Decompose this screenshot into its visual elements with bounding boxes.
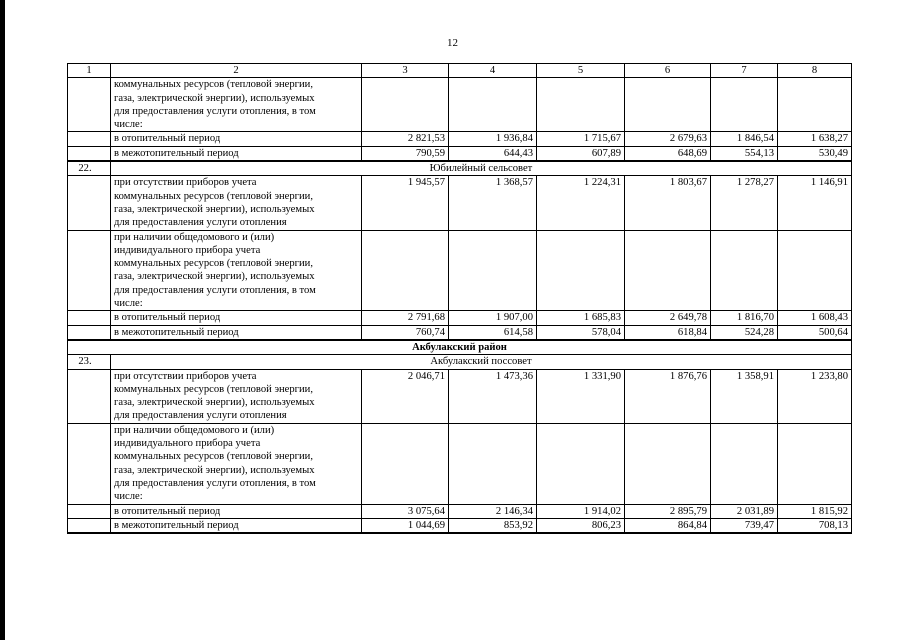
- value-cell: 1 945,57: [362, 176, 449, 230]
- value-cell: 2 046,71: [362, 369, 449, 423]
- value-cell: 864,84: [625, 518, 711, 533]
- description-cell: [111, 369, 362, 423]
- description-cell: [111, 423, 362, 504]
- value-cell: 3 075,64: [362, 504, 449, 518]
- value-cell: 1 815,92: [778, 504, 852, 518]
- value-cell: 1 907,00: [449, 311, 537, 325]
- value-cell: 2 146,34: [449, 504, 537, 518]
- district-row: [68, 340, 852, 355]
- value-cell: 1 715,67: [537, 132, 625, 146]
- section-number: 22.: [68, 161, 111, 176]
- table-row: [68, 369, 852, 423]
- text-line: коммунальных ресурсов (тепловой энергии,: [114, 383, 313, 395]
- value-cell: 1 816,70: [711, 311, 778, 325]
- text-line: газа, электрической энергии), используемых: [114, 397, 315, 409]
- text-line: индивидуального прибора учета: [114, 438, 261, 450]
- value-cell: 739,47: [711, 518, 778, 533]
- table-row: [68, 146, 852, 161]
- table-row: [68, 176, 852, 230]
- table-row: [68, 311, 852, 325]
- value-cell: 1 368,57: [449, 176, 537, 230]
- table-row: [68, 325, 852, 340]
- header-cell: 7: [711, 64, 778, 78]
- value-cell: 2 649,78: [625, 311, 711, 325]
- value-cell: 2 679,63: [625, 132, 711, 146]
- value-cell: 853,92: [449, 518, 537, 533]
- value-cell: 644,43: [449, 146, 537, 161]
- value-cell: 1 803,67: [625, 176, 711, 230]
- value-cell: 1 876,76: [625, 369, 711, 423]
- value-cell: 1 638,27: [778, 132, 852, 146]
- table-row: [68, 423, 852, 504]
- table-row: [68, 78, 852, 132]
- text-line: для предоставления услуги отопления, в том: [114, 477, 316, 489]
- text-line: коммунальных ресурсов (тепловой энергии,: [114, 451, 313, 463]
- description-cell: [111, 78, 362, 132]
- text-line: числе:: [114, 119, 143, 131]
- row-label: в межотопительный период: [111, 325, 362, 340]
- value-cell: 530,49: [778, 146, 852, 161]
- text-line: числе:: [114, 491, 143, 503]
- row-label: в межотопительный период: [111, 146, 362, 161]
- value-cell: 2 821,53: [362, 132, 449, 146]
- value-cell: 524,28: [711, 325, 778, 340]
- value-cell: 1 608,43: [778, 311, 852, 325]
- text-line: для предоставления услуги отопления: [114, 217, 287, 229]
- value-cell: 1 044,69: [362, 518, 449, 533]
- row-label: в межотопительный период: [111, 518, 362, 533]
- row-label: в отопительный период: [111, 311, 362, 325]
- value-cell: 1 685,83: [537, 311, 625, 325]
- tariff-table: [67, 63, 852, 534]
- value-cell: 806,23: [537, 518, 625, 533]
- text-line: при отсутствии приборов учета: [114, 370, 257, 382]
- header-cell: 1: [68, 64, 111, 78]
- text-line: коммунальных ресурсов (тепловой энергии,: [114, 190, 313, 202]
- value-cell: 1 358,91: [711, 369, 778, 423]
- value-cell: 578,04: [537, 325, 625, 340]
- table-row: [68, 132, 852, 146]
- value-cell: 708,13: [778, 518, 852, 533]
- description-cell: [111, 230, 362, 311]
- text-line: для предоставления услуги отопления: [114, 410, 287, 422]
- section-title: Юбилейный сельсовет: [111, 161, 852, 176]
- section-title: Акбулакский поссовет: [111, 355, 852, 369]
- text-line: газа, электрической энергии), используемых: [114, 464, 315, 476]
- header-cell: 2: [111, 64, 362, 78]
- table-row: [68, 504, 852, 518]
- text-line: коммунальных ресурсов (тепловой энергии,: [114, 79, 313, 91]
- header-cell: 4: [449, 64, 537, 78]
- text-line: числе:: [114, 298, 143, 310]
- text-line: индивидуального прибора учета: [114, 244, 261, 256]
- section-row: [68, 355, 852, 369]
- value-cell: 554,13: [711, 146, 778, 161]
- header-cell: 6: [625, 64, 711, 78]
- value-cell: 648,69: [625, 146, 711, 161]
- value-cell: 500,64: [778, 325, 852, 340]
- section-number: 23.: [68, 355, 111, 369]
- text-line: газа, электрической энергии), используемых: [114, 271, 315, 283]
- row-label: в отопительный период: [111, 132, 362, 146]
- value-cell: 1 233,80: [778, 369, 852, 423]
- text-line: при наличии общедомового и (или): [114, 424, 275, 436]
- table-row: [68, 518, 852, 533]
- table-row: [68, 230, 852, 311]
- header-cell: 8: [778, 64, 852, 78]
- description-cell: [111, 176, 362, 230]
- value-cell: 1 278,27: [711, 176, 778, 230]
- header-cell: 5: [537, 64, 625, 78]
- row-label: в отопительный период: [111, 504, 362, 518]
- text-line: коммунальных ресурсов (тепловой энергии,: [114, 258, 313, 270]
- value-cell: 1 846,54: [711, 132, 778, 146]
- value-cell: 2 791,68: [362, 311, 449, 325]
- header-cell: 3: [362, 64, 449, 78]
- value-cell: 1 146,91: [778, 176, 852, 230]
- text-line: при наличии общедомового и (или): [114, 231, 275, 243]
- value-cell: 618,84: [625, 325, 711, 340]
- text-line: газа, электрической энергии), используемых: [114, 203, 315, 215]
- value-cell: 1 331,90: [537, 369, 625, 423]
- value-cell: 2 895,79: [625, 504, 711, 518]
- value-cell: 607,89: [537, 146, 625, 161]
- value-cell: 1 936,84: [449, 132, 537, 146]
- value-cell: 614,58: [449, 325, 537, 340]
- text-line: при отсутствии приборов учета: [114, 177, 257, 189]
- text-line: для предоставления услуги отопления, в том: [114, 105, 316, 117]
- text-line: газа, электрической энергии), используемых: [114, 92, 315, 104]
- value-cell: 1 473,36: [449, 369, 537, 423]
- district-title: Акбулакский район: [68, 340, 852, 355]
- value-cell: 760,74: [362, 325, 449, 340]
- scan-edge-bar: [0, 0, 5, 640]
- value-cell: 790,59: [362, 146, 449, 161]
- page-number: 12: [447, 37, 458, 49]
- section-row: [68, 161, 852, 176]
- value-cell: 1 914,02: [537, 504, 625, 518]
- value-cell: 2 031,89: [711, 504, 778, 518]
- text-line: для предоставления услуги отопления, в том: [114, 284, 316, 296]
- header-row: [68, 64, 852, 78]
- value-cell: 1 224,31: [537, 176, 625, 230]
